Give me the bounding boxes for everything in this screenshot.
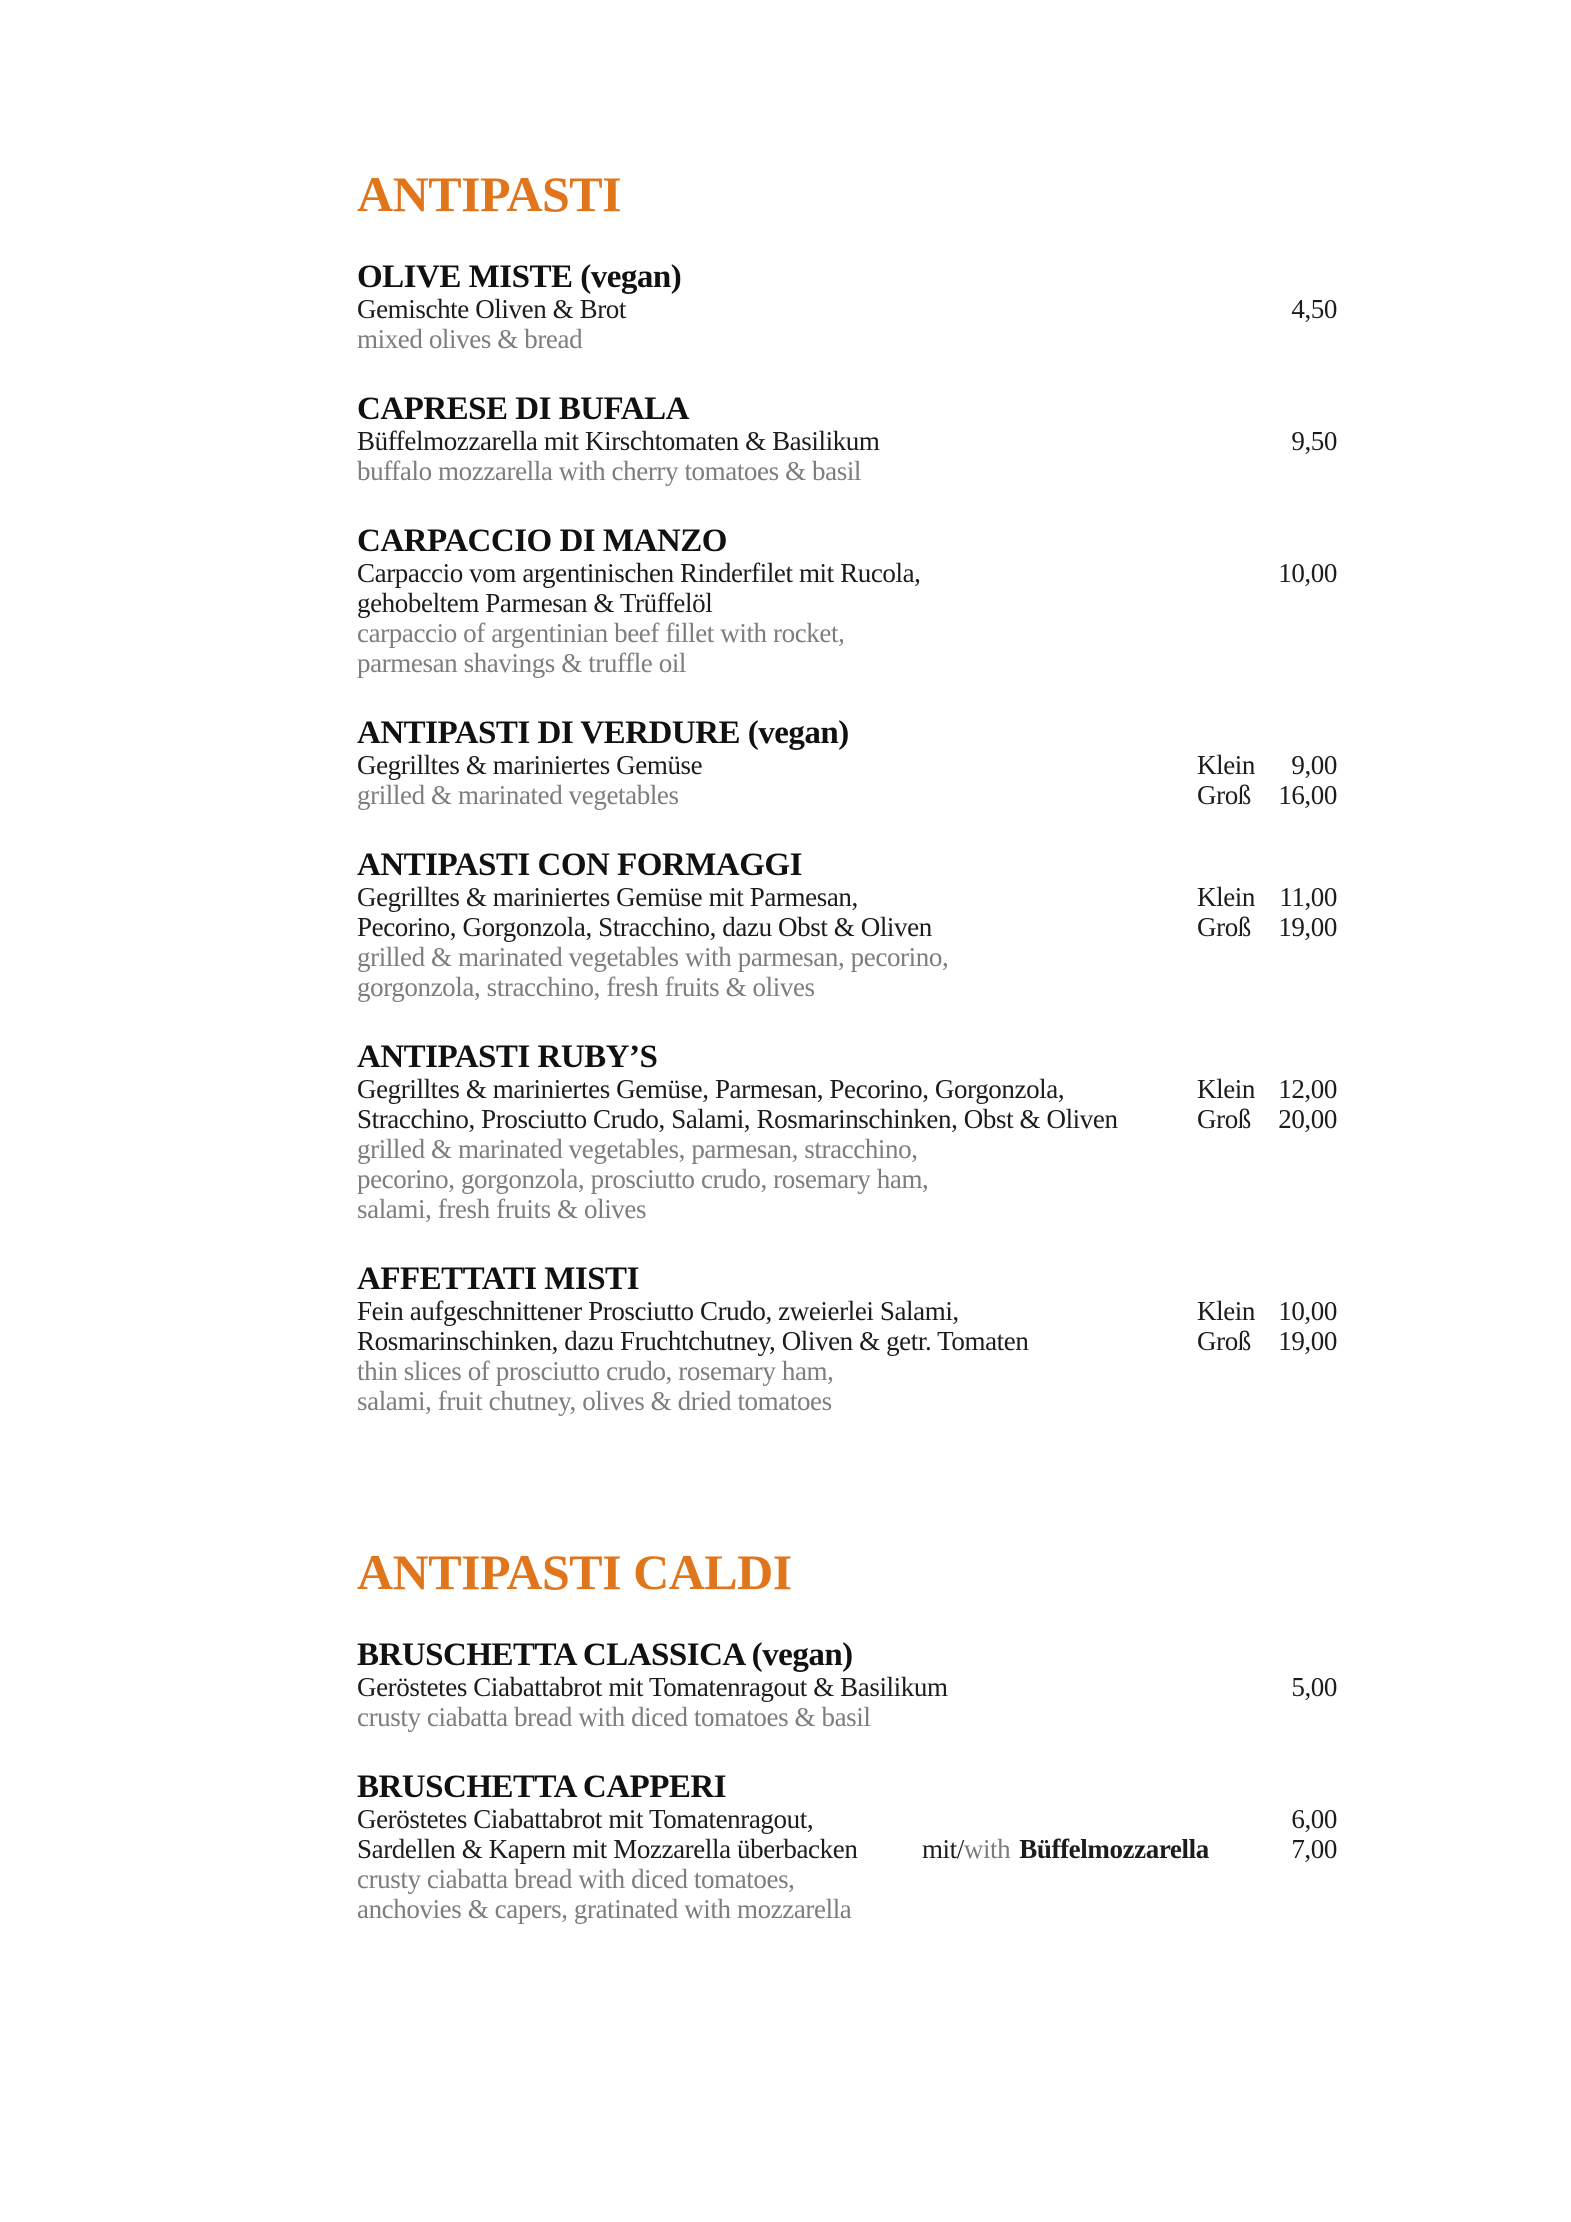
option-note-with: with xyxy=(963,1834,1011,1864)
price: 19,00 xyxy=(1278,912,1337,942)
item-line xyxy=(357,1702,1337,1732)
portion-price-cell xyxy=(1197,1074,1337,1104)
item-line xyxy=(357,1672,1337,1702)
line-text: parmesan shavings & truffle oil xyxy=(357,648,687,678)
item-line xyxy=(357,1104,1337,1134)
section-heading: ANTIPASTI CALDI xyxy=(357,1544,792,1600)
item-name: ANTIPASTI RUBY’S xyxy=(357,1039,658,1075)
menu-content xyxy=(357,168,1337,1962)
menu-item xyxy=(357,1638,1337,1732)
item-name: AFFETTATI MISTI xyxy=(357,1261,639,1297)
menu-item xyxy=(357,848,1337,1002)
item-line xyxy=(357,1296,1337,1326)
item-name: CAPRESE DI BUFALA xyxy=(357,391,689,427)
item-line xyxy=(357,972,1337,1002)
line-text: salami, fruit chutney, olives & dried tomatoes xyxy=(357,1386,832,1416)
line-text: pecorino, gorgonzola, prosciutto crudo, rosemary ham, xyxy=(357,1164,929,1194)
line-text: gorgonzola, stracchino, fresh fruits & olives xyxy=(357,972,815,1002)
price: 7,00 xyxy=(1291,1834,1337,1864)
item-line xyxy=(357,618,1337,648)
line-text: grilled & marinated vegetables xyxy=(357,780,679,810)
line-text: salami, fresh fruits & olives xyxy=(357,1194,647,1224)
item-name: BRUSCHETTA CLASSICA (vegan) xyxy=(357,1637,853,1673)
menu-item xyxy=(357,1262,1337,1416)
portion-price-cell xyxy=(1197,1104,1337,1134)
line-text: grilled & marinated vegetables, parmesan, stracchino, xyxy=(357,1134,918,1164)
portion-size-label: Klein xyxy=(1197,1074,1255,1104)
portion-price-cell xyxy=(1197,1326,1337,1356)
line-text: Fein aufgeschnittener Prosciutto Crudo, zweierlei Salami, xyxy=(357,1296,959,1326)
item-name: BRUSCHETTA CAPPERI xyxy=(357,1769,727,1805)
item-line xyxy=(357,912,1337,942)
item-name: CARPACCIO DI MANZO xyxy=(357,523,727,559)
item-name: OLIVE MISTE (vegan) xyxy=(357,259,682,295)
item-line xyxy=(357,1804,1337,1834)
line-text: buffalo mozzarella with cherry tomatoes & basil xyxy=(357,456,862,486)
item-line xyxy=(357,1326,1337,1356)
line-text: Gemischte Oliven & Brot xyxy=(357,294,627,324)
line-text: Geröstetes Ciabattabrot mit Tomatenragout & Basilikum xyxy=(357,1672,948,1702)
line-text: Gegrilltes & mariniertes Gemüse, Parmesan, Pecorino, Gorgonzola, xyxy=(357,1074,1065,1104)
line-text: carpaccio of argentinian beef fillet with rocket, xyxy=(357,618,845,648)
item-line xyxy=(357,1834,1337,1864)
item-line xyxy=(357,1164,1337,1194)
line-text: Pecorino, Gorgonzola, Stracchino, dazu Obst & Oliven xyxy=(357,912,932,942)
menu-item xyxy=(357,260,1337,354)
price: 9,00 xyxy=(1291,750,1337,780)
price: 11,00 xyxy=(1279,882,1337,912)
price: 5,00 xyxy=(1291,1672,1337,1702)
menu-item xyxy=(357,1040,1337,1224)
item-line xyxy=(357,588,1337,618)
portion-size-label: Groß xyxy=(1197,1104,1251,1134)
menu-section xyxy=(357,168,1337,1416)
item-line xyxy=(357,1864,1337,1894)
portion-price-cell xyxy=(1197,780,1337,810)
portion-price-cell xyxy=(1197,882,1337,912)
item-line xyxy=(357,882,1337,912)
line-text: crusty ciabatta bread with diced tomatoes, xyxy=(357,1864,795,1894)
line-text: thin slices of prosciutto crudo, rosemary ham, xyxy=(357,1356,834,1386)
menu-item xyxy=(357,392,1337,486)
price: 10,00 xyxy=(1278,1296,1337,1326)
line-text: anchovies & capers, gratinated with mozzarella xyxy=(357,1894,852,1924)
price: 16,00 xyxy=(1278,780,1337,810)
line-text: Gegrilltes & mariniertes Gemüse xyxy=(357,750,703,780)
menu-item xyxy=(357,1770,1337,1924)
line-text: crusty ciabatta bread with diced tomatoes & basil xyxy=(357,1702,871,1732)
price: 9,50 xyxy=(1291,426,1337,456)
option-note xyxy=(922,1834,1209,1864)
item-line xyxy=(357,1894,1337,1924)
item-line xyxy=(357,648,1337,678)
portion-size-label: Klein xyxy=(1197,882,1255,912)
line-text: Büffelmozzarella mit Kirschtomaten & Basilikum xyxy=(357,426,880,456)
option-note-mit: mit/ xyxy=(921,1834,964,1864)
menu-item xyxy=(357,524,1337,678)
item-line xyxy=(357,324,1337,354)
item-line xyxy=(357,780,1337,810)
portion-price-cell xyxy=(1197,1296,1337,1326)
price: 6,00 xyxy=(1291,1804,1337,1834)
item-line xyxy=(357,426,1337,456)
menu-item xyxy=(357,716,1337,810)
item-line xyxy=(357,1386,1337,1416)
section-heading: ANTIPASTI xyxy=(357,166,622,222)
price: 12,00 xyxy=(1278,1074,1337,1104)
item-name: ANTIPASTI CON FORMAGGI xyxy=(357,847,802,883)
price: 4,50 xyxy=(1291,294,1337,324)
portion-price-cell xyxy=(1197,750,1337,780)
line-text: mixed olives & bread xyxy=(357,324,583,354)
menu-section xyxy=(357,1546,1337,1924)
item-line xyxy=(357,1356,1337,1386)
item-line xyxy=(357,1074,1337,1104)
line-text: Sardellen & Kapern mit Mozzarella überbacken xyxy=(357,1834,858,1864)
price: 10,00 xyxy=(1278,558,1337,588)
line-text: Stracchino, Prosciutto Crudo, Salami, Rosmarinschinken, Obst & Oliven xyxy=(357,1104,1118,1134)
portion-size-label: Groß xyxy=(1197,1326,1251,1356)
line-text: Carpaccio vom argentinischen Rinderfilet mit Rucola, xyxy=(357,558,921,588)
portion-size-label: Groß xyxy=(1197,780,1251,810)
line-text: gehobeltem Parmesan & Trüffelöl xyxy=(357,588,713,618)
item-line xyxy=(357,456,1337,486)
item-line xyxy=(357,558,1337,588)
price: 20,00 xyxy=(1278,1104,1337,1134)
line-text: Geröstetes Ciabattabrot mit Tomatenragout, xyxy=(357,1804,814,1834)
portion-size-label: Klein xyxy=(1197,1296,1255,1326)
item-name: ANTIPASTI DI VERDURE (vegan) xyxy=(357,715,849,751)
line-text: Rosmarinschinken, dazu Fruchtchutney, Oliven & getr. Tomaten xyxy=(357,1326,1029,1356)
item-line xyxy=(357,1134,1337,1164)
item-line xyxy=(357,1194,1337,1224)
portion-size-label: Klein xyxy=(1197,750,1255,780)
item-line xyxy=(357,750,1337,780)
item-line xyxy=(357,942,1337,972)
option-note-item: Büffelmozzarella xyxy=(1019,1834,1209,1864)
portion-size-label: Groß xyxy=(1197,912,1251,942)
line-text: Gegrilltes & mariniertes Gemüse mit Parmesan, xyxy=(357,882,858,912)
line-text: grilled & marinated vegetables with parmesan, pecorino, xyxy=(357,942,949,972)
item-line xyxy=(357,294,1337,324)
portion-price-cell xyxy=(1197,912,1337,942)
price: 19,00 xyxy=(1278,1326,1337,1356)
